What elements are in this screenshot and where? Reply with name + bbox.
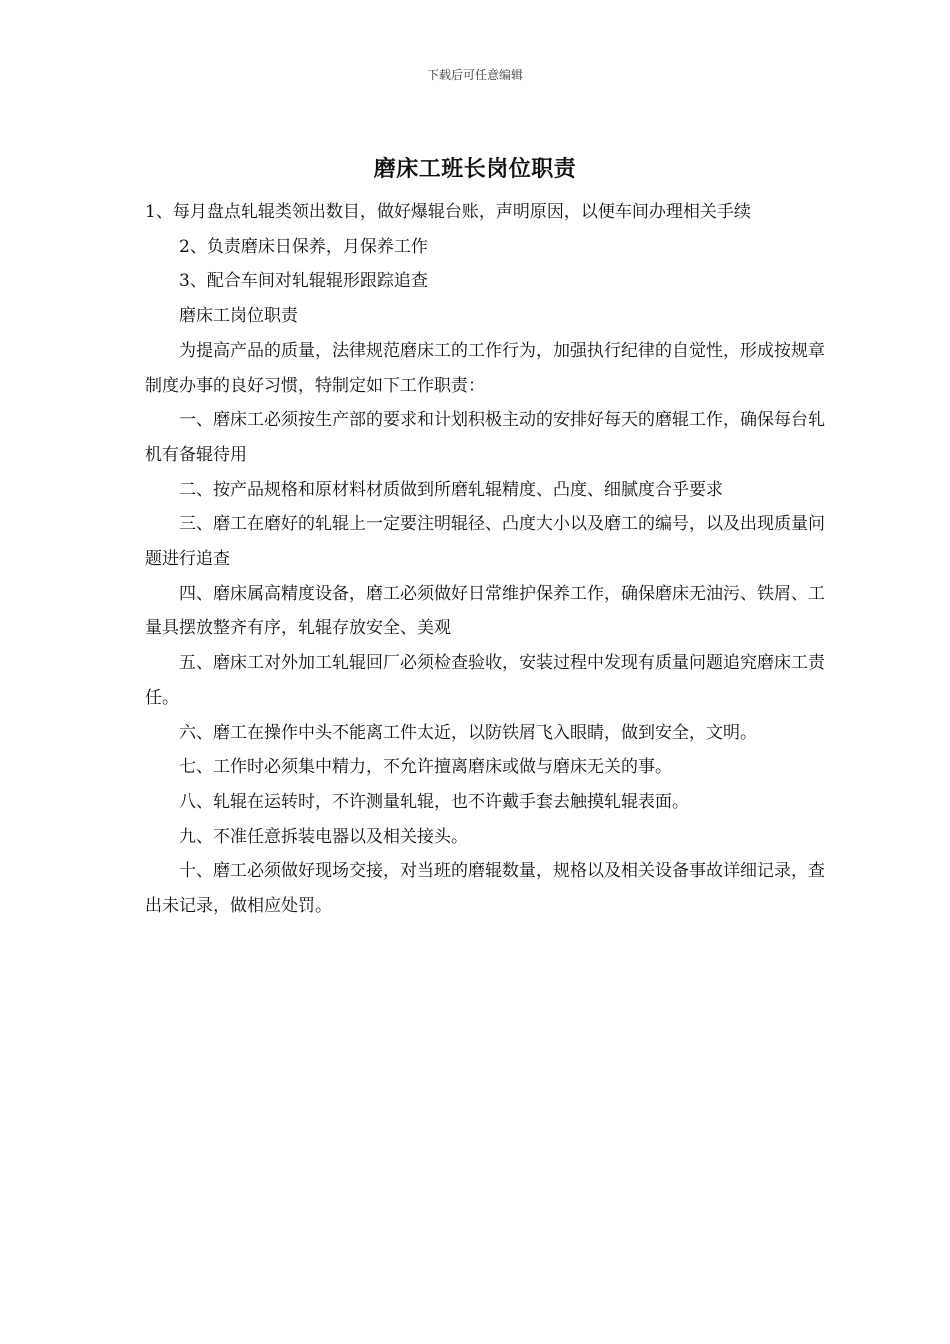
duty-item-8: 八、轧辊在运转时，不许测量轧辊，也不许戴手套去触摸轧辊表面。 bbox=[179, 791, 689, 812]
duty-item-10: 十、磨工必须做好现场交接，对当班的磨辊数量，规格以及相关设备事故详细记录，查出未记录，做相应处罚。 bbox=[145, 861, 825, 917]
paragraph-1: 1、每月盘点轧辊类领出数目，做好爆辊台账，声明原因，以便车间办理相关手续 bbox=[145, 202, 751, 222]
paragraph-2: 2、负责磨床日保养，月保养工作 bbox=[179, 236, 428, 257]
duty-item-9: 九、不准任意拆装电器以及相关接头。 bbox=[179, 826, 468, 847]
paragraph-3: 3、配合车间对轧辊辊形跟踪追查 bbox=[179, 271, 428, 292]
document-body bbox=[145, 195, 825, 924]
duty-item-4: 四、磨床属高精度设备，磨工必须做好日常维护保养工作，确保磨床无油污、铁屑、工量具摆放整齐有序，轧辊存放安全、美观 bbox=[145, 583, 825, 639]
section-heading: 磨床工岗位职责 bbox=[179, 306, 298, 327]
duty-item-5: 五、磨床工对外加工轧辊回厂必须检查验收，安装过程中发现有质量问题追究磨床工责任。 bbox=[145, 653, 825, 708]
duty-item-1: 一、磨床工必须按生产部的要求和计划积极主动的安排好每天的磨辊工作，确保每台轧机有备辊待用 bbox=[145, 410, 825, 465]
duty-item-7: 七、工作时必须集中精力，不允许擅离磨床或做与磨床无关的事。 bbox=[179, 757, 672, 778]
header-note: 下载后可任意编辑 bbox=[426, 68, 523, 82]
duty-item-6: 六、磨工在操作中头不能离工件太近，以防铁屑飞入眼睛，做到安全，文明。 bbox=[179, 722, 757, 743]
duty-item-2: 二、按产品规格和原材料材质做到所磨轧辊精度、凸度、细腻度合乎要求 bbox=[179, 479, 723, 500]
document-title: 磨床工班长岗位职责 bbox=[373, 156, 577, 182]
paragraph-intro: 为提高产品的质量，法律规范磨床工的工作行为，加强执行纪律的自觉性，形成按规章制度办事的良好习惯，特制定如下工作职责： bbox=[145, 340, 825, 396]
duty-item-3: 三、磨工在磨好的轧辊上一定要注明辊径、凸度大小以及磨工的编号，以及出现质量问题进行追查 bbox=[145, 514, 825, 570]
